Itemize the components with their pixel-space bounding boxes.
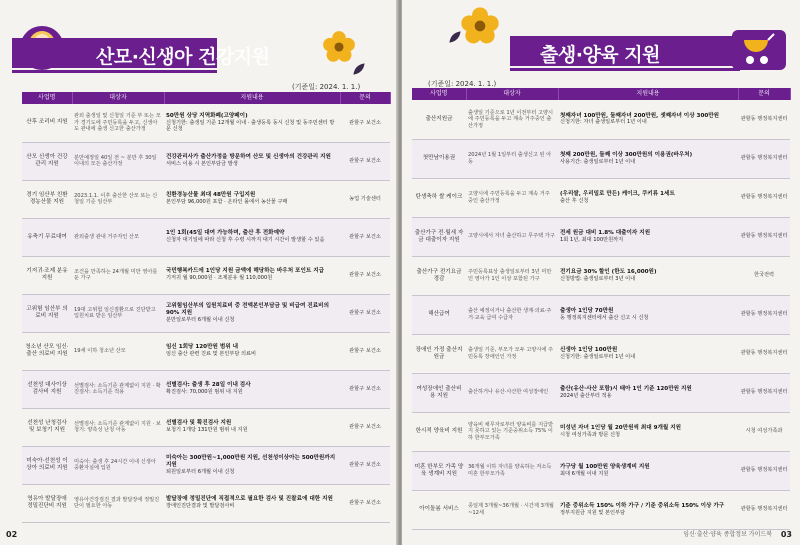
inquiry-cell: 관할동 행정복지센터: [738, 100, 790, 139]
support-highlight: 고위험임산부의 입원치료비 중 전액본인부담금 및 비급여 진료비의 90% 지원: [166, 302, 329, 316]
support-highlight: 건강관리사가 출산가정을 방문하여 산모 및 신생아의 건강관리 지원: [166, 154, 331, 161]
target-cell: 출생일 기준으로 1년 이전부터 고양시에 주민등록을 두고 계속 거주중인 출산가정: [466, 100, 558, 139]
business-name-cell: 한시적 양육비 지원: [412, 412, 466, 451]
header-target: 대상자: [72, 92, 164, 104]
inquiry-cell: 관할동 행정복지센터: [738, 451, 790, 490]
flower-icon: [322, 30, 356, 64]
support-highlight: 전기요금 30% 할인 (한도 16,000원): [560, 268, 657, 275]
page-number: 03: [780, 530, 792, 539]
inquiry-cell: 관할구 보건소: [340, 484, 390, 522]
header-business: 사업명: [22, 92, 72, 104]
header-inquiry: 문의: [738, 88, 790, 100]
table-row: [22, 256, 390, 294]
support-cell: [164, 332, 340, 370]
inquiry-cell: 관할동 행정복지센터: [738, 217, 790, 256]
business-name-cell: 첫만남이용권: [412, 139, 466, 178]
inquiry-cell: 관할구 보건소: [340, 218, 390, 256]
support-detail: 신청기한: 자녀 출생일로부터 1년 이내: [560, 119, 647, 126]
table-row: [412, 334, 790, 373]
support-cell: [558, 334, 738, 373]
support-highlight: 1인 1회(45일 대여 가능하며, 출산 후 전화예약: [166, 230, 285, 237]
support-highlight: 가구당 월 100만원 양육생계비 지원: [560, 463, 650, 470]
target-cell: 관외 출생일 및 신청일 기준 부 또는 모가 경기도에 주민등록을 두고, 신생아도 관내에 출생 신고한 출산가정: [72, 104, 164, 142]
support-detail: 신청기한: 출생일로부터 1년 이내: [560, 353, 636, 360]
support-detail: 동 행정복지센터에서 출산 신고 시 신청: [560, 314, 649, 321]
inquiry-cell: 관할구 보건소: [340, 142, 390, 180]
support-cell: [164, 104, 340, 142]
support-cell: [164, 256, 340, 294]
support-cell: [164, 446, 340, 484]
table-row: [412, 100, 790, 139]
target-cell: 주민등록표상 출생일로부터 3년 미만인 영아가 1인 이상 포함된 가구: [466, 256, 558, 295]
support-highlight: 선별검사: 출생 후 28일 이내 검사: [166, 382, 251, 389]
guide-name: 임신·출산·양육 종합정보 가이드북: [683, 531, 772, 538]
support-highlight: 임신 1회당 120만원 범위 내: [166, 344, 238, 351]
table-row: [22, 104, 390, 142]
support-cell: [558, 217, 738, 256]
table-body: [22, 104, 390, 522]
business-name-cell: 기저귀·조제 분유 지원: [22, 256, 72, 294]
business-name-cell: 영유아 발달장애 정밀진단비 지원: [22, 484, 72, 522]
business-name-cell: 아이돌봄 서비스: [412, 490, 466, 529]
table-row: [22, 370, 390, 408]
inquiry-cell: 관할동 행정복지센터: [738, 139, 790, 178]
business-name-cell: 미혼 한부모 가족 양육 생계비 지원: [412, 451, 466, 490]
target-cell: 분만예정일 40일 전 ~ 분만 후 30일 이내의 모든 출산가정: [72, 142, 164, 180]
table-row: [412, 451, 790, 490]
target-cell: 고양시에 주민등록을 두고 계속 거주 중인 출산가정: [466, 178, 558, 217]
support-detail: 사용기간: 출생일로부터 1년 이내: [560, 158, 636, 165]
support-cell: [558, 139, 738, 178]
inquiry-cell: 관할동 행정복지센터: [738, 373, 790, 412]
target-cell: 종일제 3개월~36개월 · 시간제 3개월~12세: [466, 490, 558, 529]
support-cell: [558, 295, 738, 334]
inquiry-cell: 한국전력: [738, 256, 790, 295]
support-highlight: 50만원 상당 지역화폐(고양페이): [166, 112, 248, 119]
target-cell: 출산 예정이거나 출산한 생계·의료·주거·교육 급여 수급자: [466, 295, 558, 334]
flower-icon: [460, 6, 500, 46]
support-detail: 시청 여성가족과 방문 신청: [560, 431, 621, 438]
business-name-cell: 청소년 산모 임신·출산 의료비 지원: [22, 332, 72, 370]
support-detail: 임신 출산 관련 진료 및 본인부담 의료비: [166, 351, 257, 358]
support-highlight: 신생아 1인당 100만원: [560, 346, 618, 353]
target-cell: 출생일 기준, 부모가 모두 고양시에 주민등록 장애인인 가정: [466, 334, 558, 373]
table-row: [22, 484, 390, 522]
target-cell: 조건을 만족하는 24개월 미만 영아를 둔 가구: [72, 256, 164, 294]
support-cell: [164, 370, 340, 408]
leaf-icon: [448, 30, 462, 44]
business-name-cell: 경기 임산부 친환경농산물 지원: [22, 180, 72, 218]
support-detail: 최대 6개월 이내 지원: [560, 470, 609, 477]
target-cell: 선별검사: 소득기준 관계없이 지원 · 확진검사: 소득기준 적용: [72, 370, 164, 408]
business-name-cell: 출산가구 전기요금 경감: [412, 256, 466, 295]
table-row: [412, 178, 790, 217]
support-cell: [164, 484, 340, 522]
page-number: 02: [6, 530, 18, 539]
business-name-cell: 고위험 임산부 의료비 지원: [22, 294, 72, 332]
support-highlight: (우리쌀, 우리밀로 만든) 케이크, 쿠키류 1세트: [560, 190, 675, 197]
table-body: [412, 100, 790, 529]
inquiry-cell: 관할구 보건소: [340, 332, 390, 370]
table-row: [22, 408, 390, 446]
target-cell: 선별검사: 소득기준 관계없이 지원 · 보청기: 양측성 난청 아동: [72, 408, 164, 446]
table-row: [22, 142, 390, 180]
support-detail: 분만일로부터 6개월 이내 신청: [166, 316, 235, 323]
target-cell: 2023.1.1. 이후 출산한 산모 또는 신청일 기준 임산부: [72, 180, 164, 218]
support-highlight: 미성년 자녀 1인당 월 20만원씩 최대 9개월 지원: [560, 424, 682, 431]
support-highlight: 출산(유산·사산 포함)시 태아 1인 기준 120만원 지원: [560, 385, 692, 392]
title-underline: [12, 70, 217, 73]
target-cell: 영유아건강검진 결과 발달장애 정밀진단이 필요한 아동: [72, 484, 164, 522]
target-cell: 양육비 채무자로부터 양육비를 지급받지 못하고 있는 기준중위소득 75% 이하 한부모가족: [466, 412, 558, 451]
birth-support-table: [412, 88, 791, 530]
page-title: 출생·양육 지원: [540, 44, 660, 66]
inquiry-cell: 관할동 행정복지센터: [738, 490, 790, 529]
business-name-cell: 유축기 무료대여: [22, 218, 72, 256]
table-row: [412, 256, 790, 295]
header-inquiry: 문의: [340, 92, 390, 104]
support-cell: [558, 373, 738, 412]
support-highlight: 국민행복카드에 1인당 지원 금액에 해당하는 바우처 포인트 지급: [166, 268, 325, 275]
inquiry-cell: 관할동 행정복지센터: [738, 334, 790, 373]
table-row: [412, 412, 790, 451]
target-cell: 19세 이하 청소년 산모: [72, 332, 164, 370]
table-header-row: [412, 88, 790, 100]
target-cell: 고양시에서 자녀 출산하고 무주택 가구: [466, 217, 558, 256]
inquiry-cell: 관할구 보건소: [340, 408, 390, 446]
support-detail: 1회 1년, 최대 100만원까지: [560, 236, 624, 243]
support-detail: 기저귀 월 90,000원 · 조제분유 월 110,000원: [166, 275, 273, 282]
business-name-cell: 출산지원금: [412, 100, 466, 139]
support-cell: [558, 451, 738, 490]
support-cell: [558, 490, 738, 529]
support-cell: [164, 408, 340, 446]
table-row: [412, 295, 790, 334]
table-row: [22, 332, 390, 370]
support-highlight: 출생아 1인당 70만원: [560, 307, 614, 314]
table-row: [22, 180, 390, 218]
table-row: [412, 139, 790, 178]
inquiry-cell: 관할구 보건소: [340, 256, 390, 294]
inquiry-cell: 관할구 보건소: [340, 370, 390, 408]
support-cell: [164, 142, 340, 180]
table-row: [22, 446, 390, 484]
table-row: [412, 373, 790, 412]
support-detail: 출산 후 신청: [560, 197, 589, 204]
right-page: [402, 0, 800, 545]
support-detail: 보청기 1개당 131만원 범위 내 지원: [166, 427, 248, 434]
business-name-cell: 미숙아·선천성 이상아 의료비 지원: [22, 446, 72, 484]
business-name-cell: 산모 신생아 건강관리 지원: [22, 142, 72, 180]
target-cell: 19대 고위험 임신질환으로 진단받고 입원치료 받은 임산부: [72, 294, 164, 332]
business-name-cell: 선천성 난청검사 및 보청기 지원: [22, 408, 72, 446]
support-cell: [558, 412, 738, 451]
support-highlight: 기준 중위소득 150% 이하 가구 / 기준 중위소득 150% 이상 가구: [560, 502, 725, 509]
table-row: [412, 490, 790, 529]
inquiry-cell: 농업 기술센터: [340, 180, 390, 218]
support-detail: 신청자 대기일에 따라 신청 후 수령 시까지 대기 시간이 발생할 수 있음: [166, 237, 325, 244]
business-name-cell: 여성장애인 출산비용 지원: [412, 373, 466, 412]
business-name-cell: 산후 조리비 지원: [22, 104, 72, 142]
support-highlight: 미숙아는 300만원~1,000만원 지원, 선천성이상아는 500만원까지 지원: [166, 454, 336, 468]
support-detail: 본인부담 96,000원 포함 · 온라인 몰에서 농산물 구매: [166, 199, 288, 206]
inquiry-cell: 관할구 보건소: [340, 104, 390, 142]
support-highlight: 전세 원금 대비 1.8% 대출이자 지원: [560, 229, 651, 236]
health-support-table: [22, 92, 391, 523]
left-page: [0, 0, 398, 545]
header-support: 지원내용: [164, 92, 340, 104]
support-cell: [164, 218, 340, 256]
support-detail: 서비스 이용 시 본인부담금 발생: [166, 161, 238, 168]
business-name-cell: 탄생축하 쌀 케이크: [412, 178, 466, 217]
support-detail: 확진검사: 70,000원 범위 내 지원: [166, 389, 243, 396]
header-target: 대상자: [466, 88, 558, 100]
standard-date: (기준일: 2024. 1. 1.): [428, 80, 497, 88]
table-row: [412, 217, 790, 256]
support-highlight: 첫째 200만원, 둘째 이상 300만원의 이용권(바우처): [560, 151, 693, 158]
support-cell: [558, 100, 738, 139]
inquiry-cell: 관할동 행정복지센터: [738, 178, 790, 217]
business-name-cell: 선천성 대사이상 검사비 지원: [22, 370, 72, 408]
support-cell: [558, 256, 738, 295]
support-cell: [558, 178, 738, 217]
business-name-cell: 출산가구 전·월세 자금 대출이자 지원: [412, 217, 466, 256]
leaf-icon: [352, 62, 366, 76]
support-detail: 신청기한: 출생일 기준 12개월 이내 · 출생등록 동시 신청 및 동주민센터 방문 신청: [166, 119, 335, 133]
support-detail: 장애인진단결과 및 발달검사비: [166, 503, 235, 510]
support-highlight: 친환경농산물 최대 48만원 구입지원: [166, 192, 256, 199]
header-support: 지원내용: [558, 88, 738, 100]
inquiry-cell: 관할구 보건소: [340, 446, 390, 484]
inquiry-cell: 관할구 보건소: [340, 294, 390, 332]
business-name-cell: 장애인 가정 출산지원금: [412, 334, 466, 373]
target-cell: 관외출생 관내 거주자인 산모: [72, 218, 164, 256]
inquiry-cell: 시청 여성가족과: [738, 412, 790, 451]
support-detail: 2024년 출산부터 적용: [560, 392, 612, 399]
support-detail: 신청방법: 출생일로부터 3년 이내: [560, 275, 636, 282]
table-header-row: [22, 92, 390, 104]
business-name-cell: 해산급여: [412, 295, 466, 334]
support-cell: [164, 294, 340, 332]
support-highlight: 첫째자녀 100만원, 둘째자녀 200만원, 셋째자녀 이상 300만원: [560, 112, 720, 119]
standard-date: (기준일: 2024. 1. 1.): [292, 83, 361, 91]
table-row: [22, 294, 390, 332]
support-highlight: 발달장애 정밀진단에 직접적으로 필요한 검사 및 진찰료에 대한 지원: [166, 496, 333, 503]
target-cell: 36개월 이하 자녀를 양육하는 저소득 미혼 한부모가족: [466, 451, 558, 490]
table-row: [22, 218, 390, 256]
stroller-icon: [732, 26, 786, 74]
target-cell: 2024년 1월 1일부터 출생신고 된 아동: [466, 139, 558, 178]
support-detail: 정부지원금 지원 및 본인부담: [560, 509, 626, 516]
inquiry-cell: 관할동 행정복지센터: [738, 295, 790, 334]
title-underline: [510, 68, 740, 71]
target-cell: 미숙아: 출생 후 24시간 이내 신생아 중환자실에 입원: [72, 446, 164, 484]
header-business: 사업명: [412, 88, 466, 100]
support-cell: [164, 180, 340, 218]
support-detail: 퇴원일로부터 6개월 이내 신청: [166, 468, 235, 475]
target-cell: 출산하거나 유산·사산한 여성장애인: [466, 373, 558, 412]
support-highlight: 선별검사 및 확진검사 지원: [166, 420, 232, 427]
page-title: 산모·신생아 건강지원: [96, 46, 270, 68]
